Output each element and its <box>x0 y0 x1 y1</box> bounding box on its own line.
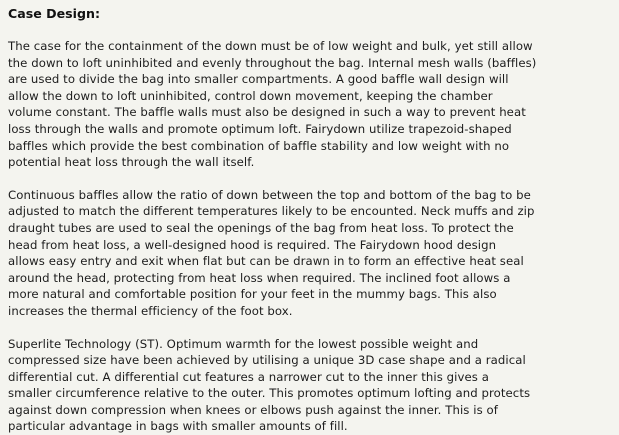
text-line: allow the down to loft uninhibited, control down movement, keeping the chamber <box>8 88 611 105</box>
section-heading: Case Design: <box>8 5 611 22</box>
text-line: increases the thermal efficiency of the foot box. <box>8 303 611 320</box>
text-line: are used to divide the bag into smaller compartments. A good baffle wall design will <box>8 71 611 88</box>
paragraph-case-containment <box>8 38 611 171</box>
text-line: adjusted to match the different temperatures likely to be encounted. Neck muffs and zip <box>8 203 611 220</box>
text-line: more natural and comfortable position for your feet in the mummy bags. This also <box>8 286 611 303</box>
text-line: baffles which provide the best combination of baffle stability and low weight with no <box>8 138 611 155</box>
text-line: loss through the walls and promote optimum loft. Fairydown utilize trapezoid-shaped <box>8 121 611 138</box>
text-line: Superlite Technology (ST). Optimum warmth for the lowest possible weight and <box>8 336 611 353</box>
text-line: The case for the containment of the down must be of low weight and bulk, yet still allow <box>8 38 611 55</box>
text-line: allows easy entry and exit when flat but can be drawn in to form an effective heat seal <box>8 253 611 270</box>
text-line: potential heat loss through the wall itself. <box>8 154 611 171</box>
paragraph-superlite-technology <box>8 336 611 435</box>
text-line: draught tubes are used to seal the openings of the bag from heat loss. To protect the <box>8 220 611 237</box>
text-line: head from heat loss, a well-designed hood is required. The Fairydown hood design <box>8 237 611 254</box>
text-line: smaller circumference relative to the outer. This promotes optimum lofting and protects <box>8 385 611 402</box>
text-line: against down compression when knees or elbows push against the inner. This is of <box>8 402 611 419</box>
text-line: compressed size have been achieved by utilising a unique 3D case shape and a radical <box>8 352 611 369</box>
text-line: differential cut. A differential cut features a narrower cut to the inner this gives a <box>8 369 611 386</box>
text-line: around the head, protecting from heat loss when required. The inclined foot allows a <box>8 270 611 287</box>
text-line: volume constant. The baffle walls must also be designed in such a way to prevent heat <box>8 104 611 121</box>
text-line: the down to loft uninhibited and evenly throughout the bag. Internal mesh walls (baffles) <box>8 55 611 72</box>
paragraph-continuous-baffles <box>8 187 611 320</box>
text-line: Continuous baffles allow the ratio of down between the top and bottom of the bag to be <box>8 187 611 204</box>
text-line: particular advantage in bags with smaller amounts of fill. <box>8 418 611 435</box>
